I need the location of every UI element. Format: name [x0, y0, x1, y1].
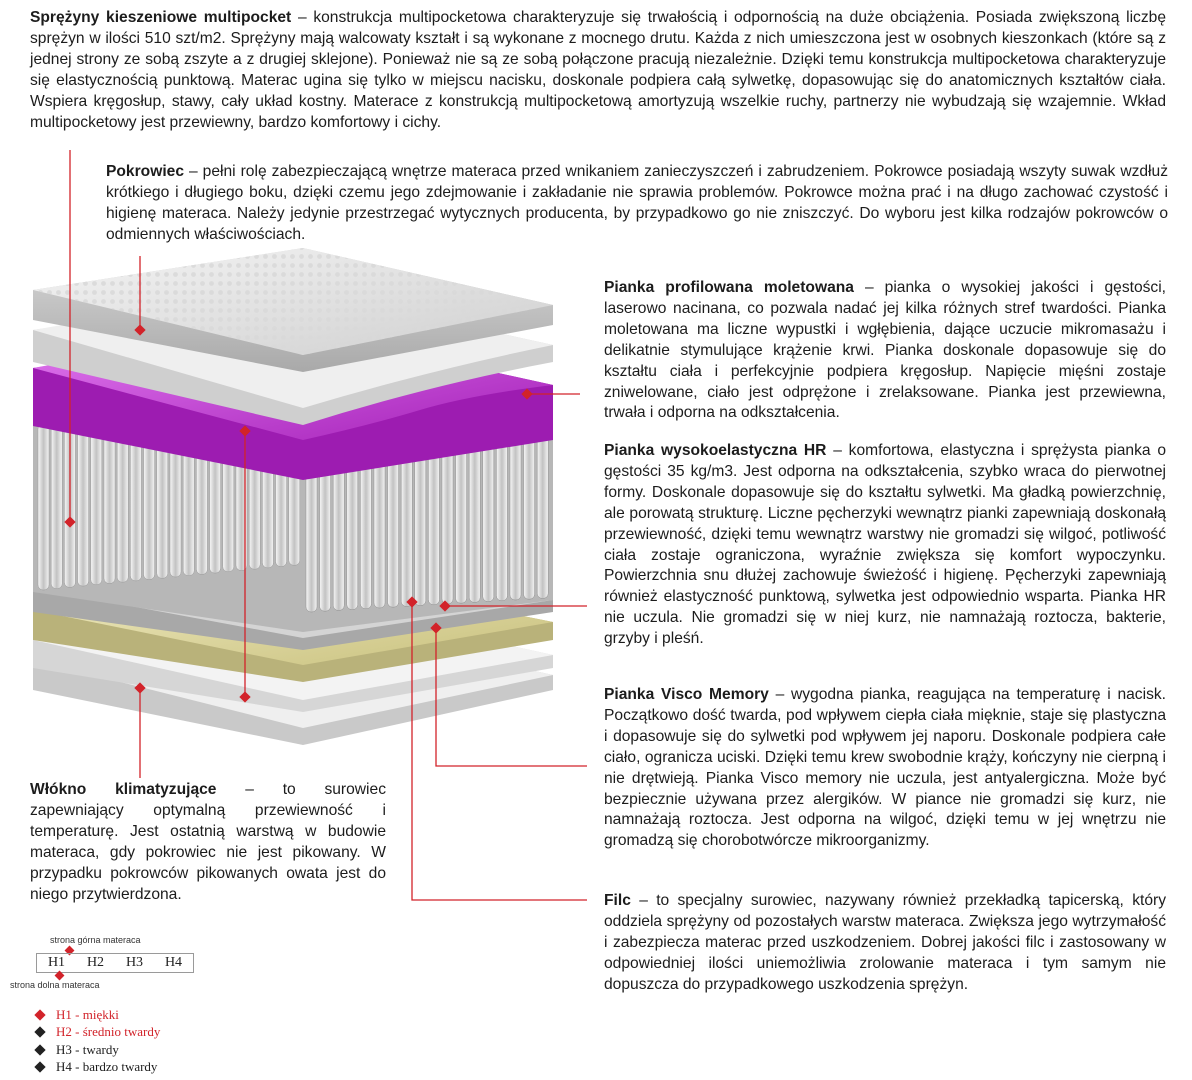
hr-foam-paragraph	[604, 441, 1166, 650]
visco-paragraph	[604, 685, 1166, 852]
legend-item	[36, 1024, 160, 1042]
spring-pocket	[496, 426, 507, 601]
diamond-icon	[34, 1027, 45, 1038]
felt-paragraph	[604, 891, 1166, 996]
profiled-heading: Pianka profilowana moletowana	[604, 279, 854, 296]
scale-level-h2: H2	[86, 955, 105, 970]
diamond-icon	[34, 1009, 45, 1020]
legend-label-h1: H1 - miękki	[56, 1006, 119, 1022]
legend-item	[36, 1041, 160, 1059]
intro-paragraph	[30, 8, 1166, 133]
visco-text: – wygodna pianka, reagująca na temperaturę i nacisk. Początkowo dość twarda, pod wpływem ciepła ciała mięknie, staje się plastyczna i dopasowuje się do sylwetki pod wpływem jej naporu. Doskonale podpiera całe ciało, ogranicza uciski. Dzięki temu krew swobodnie krąży, kończyny nie cierpną i nie drętwieją. Pianka Visco memory nie uczula, jest antyalergiczna. Może być bezpiecznie używana przez alergików. W piance nie gromadzi się kurz, nie namnażają roztocza. Jest odporna na wilgoć, dzięki temu w jej wnętrzu nie gromadzą się chorobotwórcze mikroorganizmy.	[604, 686, 1166, 850]
cover-paragraph	[106, 162, 1168, 246]
visco-heading: Pianka Visco Memory	[604, 686, 769, 703]
spring-pocket	[537, 433, 548, 599]
diamond-icon	[34, 1044, 45, 1055]
fiber-heading: Włókno klimatyzujące	[30, 781, 217, 798]
diamond-icon	[34, 1062, 45, 1073]
scale-top-label: strona górna materaca	[50, 935, 141, 945]
intro-heading: Sprężyny kieszeniowe multipocket	[30, 9, 292, 26]
spring-pocket	[91, 417, 102, 585]
legend-label-h4: H4 - bardzo twardy	[56, 1059, 158, 1075]
scale-level-h4: H4	[164, 955, 183, 970]
scale-bottom-label: strona dolna materaca	[10, 980, 100, 990]
profiled-text: – pianka o wysokiej jakości i gęstości, laserowo nacinana, co pozwala nadać jej kilka różnych stref twardości. Pianka moletowana ma liczne wypustki i wgłębienia, dające uczucie mikromasażu i delikatnie stymulujące krążenie krwi. Pianka doskonale dopasowuje się do kształtu ciała i perfekcyjnie podpiera kręgosłup. Napięcie mięśni zostaje zniwelowane, ciało jest odprężone i zrelaksowane. Pianka jest przewiewna, trwała i odporna na odkształcenia.	[604, 279, 1167, 422]
legend-label-h3: H3 - twardy	[56, 1041, 119, 1057]
legend-label-h2: H2 - średnio twardy	[56, 1024, 161, 1040]
hardness-legend	[36, 1006, 160, 1076]
profiled-foam-paragraph	[604, 278, 1166, 424]
scale-level-h3: H3	[125, 955, 144, 970]
legend-item	[36, 1059, 160, 1077]
cover-heading: Pokrowiec	[106, 163, 184, 180]
legend-item	[36, 1006, 160, 1024]
scale-level-h1: H1	[47, 955, 66, 970]
fiber-text: – to surowiec zapewniający optymalną przewiewność i temperaturę. Jest ostatnią warstwą w budowie materaca, gdy pokrowiec nie jest pikowany. W przypadku pokrowców pikowanych owata jest do niego przytwierdzona.	[30, 781, 386, 903]
intro-text: – konstrukcja multipocketowa charakteryzuje się trwałością i odpornością na duże obciążenia. Posiada zwiększoną liczbę sprężyn w ilości 510 szt/m2. Sprężyny mają walcowaty kształt i są wykonane z mocnego drutu. Każda z nich umieszczona jest w osobnych kieszonkach (które są z jednej strony ze sobą zszyte a z drugiej sklejone). Ponieważ nie są ze sobą połączone pracują niezależnie. Dzięki temu konstrukcja multipocketowa charakteryzuje się elastycznością punktową. Materac ugina się tylko w miejscu nacisku, doskonale podpiera całą sylwetkę, dopasowując się do anatomicznych kształtów ciała. Wspiera kręgosłup, stawy, cały układ kostny. Materace z konstrukcją multipocketową amortyzują wszelkie ruchy, partnerzy nie wybudzają się wzajemnie. Wkład multipocketowy jest przewiewny, bardzo komfortowy i cichy.	[30, 9, 1166, 131]
hr-heading: Pianka wysokoelastyczna HR	[604, 442, 827, 459]
felt-heading: Filc	[604, 892, 631, 909]
fiber-paragraph	[30, 780, 386, 905]
spring-pocket	[524, 430, 535, 599]
cover-text: – pełni rolę zabezpieczającą wnętrze materaca przed wnikaniem zanieczyszczeń i zabrudzeniem. Pokrowce posiadają wszyty suwak wzdłuż krótkiego i długiego boku, dzięki czemu jego zdejmowanie i zakładanie nie sprawia problemów. Pokrowce można prać i na długo zachować czystość i higienę materaca. Należy jedynie przestrzegać wytycznych producenta, by przypadkowo go nie zniszczyć. Do wyboru jest kilka rodzajów pokrowców o odmiennych właściwościach.	[106, 163, 1168, 243]
felt-text: – to specjalny surowiec, nazywany również przekładką tapicerską, który oddziela sprężyny od pozostałych warstw materaca. Zwiększa jego wytrzymałość i zabezpiecza materac przed uszkodzeniem. Dobrej jakości filc i zastosowany w odpowiedniej ilości uniemożliwia zrolowanie materaca i tym samym nie dopuszcza do przypadkowego uszkodzenia sprężyn.	[604, 892, 1166, 993]
spring-pocket	[38, 424, 49, 590]
spring-pocket	[78, 419, 89, 586]
hr-text: – komfortowa, elastyczna i sprężysta pianka o gęstości 35 kg/m3. Jest odporna na odkształcenia, szybko wraca do pierwotnej formy. Doskonale dopasowuje się do kształtu sylwetki. Ma gładką powierzchnię, ale porowatą strukturę. Liczne pęcherzyki wewnątrz pianki zapewniają doskonałą przewiewność, dzięki temu wewnątrz warstwy nie gromadzi się wilgoć, potliwość ciała zostaje ograniczona, wyraźnie zwiększa się komfort wypoczynku. Powierzchnia snu dłużej zachowuje świeżość i higienę. Pęcherzyki zapewniają również elastyczność punktową, sylwetka jest odpowiednio wsparta. Pianka HR nie uczula. Nie gromadzi się w niej kurz, nie namnażają roztocza, bakterie, grzyby i pleśń.	[604, 442, 1167, 648]
spring-pocket	[51, 422, 62, 588]
spring-pocket	[510, 428, 521, 600]
